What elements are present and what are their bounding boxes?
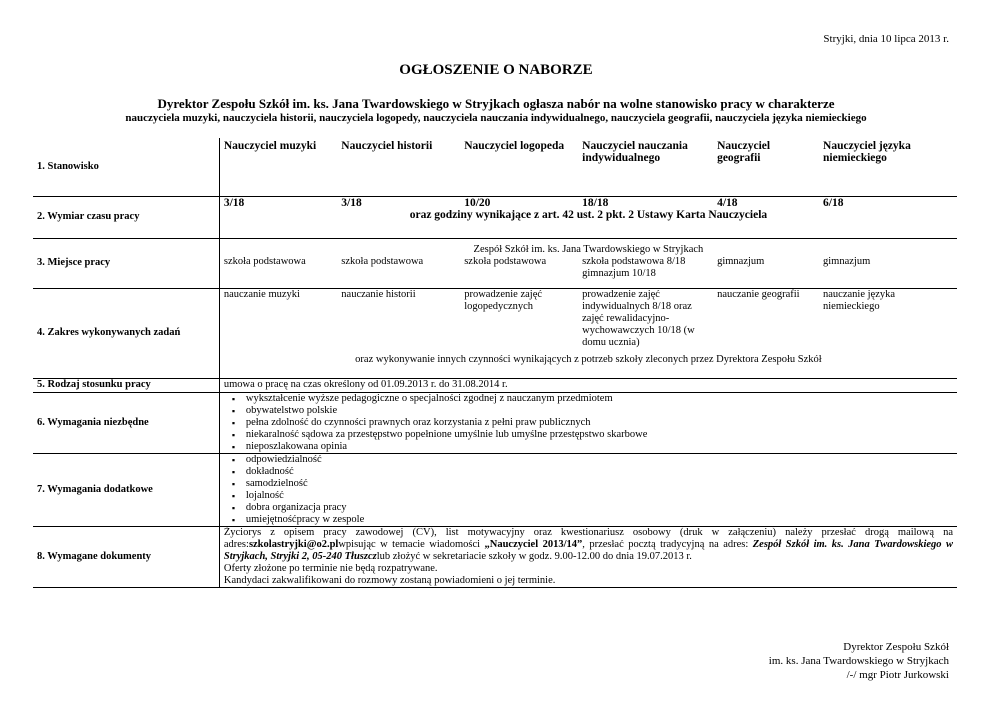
signature-line: im. ks. Jana Twardowskiego w Stryjkach <box>768 655 949 667</box>
table-cell: Nauczyciel historii <box>341 140 433 152</box>
signature <box>769 640 949 682</box>
table-cell: szkoła podstawowa <box>464 256 547 267</box>
list-item: ▪ umiejętnośćpracy w zespole <box>246 514 953 526</box>
table-cell: nauczanie geografii <box>713 288 819 352</box>
table-cell: 3/18 <box>337 196 460 209</box>
table-cell: gimnazjum <box>823 256 871 267</box>
table-cell: Nauczyciel nauczania indywidualnego <box>582 140 688 164</box>
table-cell: Zespół Szkół im. ks. Jana Twardowskiego w Stryjkach <box>219 239 957 257</box>
table-row <box>33 288 957 352</box>
school-address: Zespół Szkół im. ks. Jana Twardowskiego w Stryjkach, Stryjki 2, 05-240 Tłuszcz <box>223 538 953 562</box>
documents-text: , przesłać pocztą tradycyjną na adres: <box>582 538 753 550</box>
table-row <box>33 392 957 453</box>
table-cell: nauczanie języka niemieckiego <box>819 288 957 352</box>
list-item: ▪ samodzielność <box>246 478 953 490</box>
table-cell <box>219 453 957 526</box>
table-cell: prowadzenie zajęć logopedycznych <box>460 288 578 352</box>
table-cell: oraz godziny wynikające z art. 42 ust. 2 pkt. 2 Ustawy Karta Nauczyciela <box>409 208 768 221</box>
documents-text: Życiorys z opisem pracy zawodowej (CV), list motywacyjny oraz kwestionariusz osobowy (druk w załączeniu) należy przesłać drogą mailową na adres: <box>223 526 953 550</box>
documents-text: wpisując w temacie wiadomości <box>338 538 485 550</box>
positions-list: nauczyciela muzyki, nauczyciela historii, nauczyciela logopedy, nauczyciela nauczania indywidualnego, nauczyciela geografii, nauczyciela języka niemieckiego <box>125 112 867 124</box>
table-cell: oraz wykonywanie innych czynności wynikających z potrzeb szkoły zleconych przez Dyrektora Zespołu Szkół <box>355 354 822 365</box>
table-cell: 6/18 <box>819 196 957 209</box>
table-cell: umowa o pracę na czas określony od 01.09.2013 r. do 31.08.2014 r. <box>219 378 957 392</box>
list-item: ▪ niekaralność sądowa za przestępstwo popełnione umyślnie lub umyślne przestępstwo skarbowe <box>246 429 953 441</box>
table-cell: Nauczyciel geografii <box>717 140 771 164</box>
table-cell <box>219 526 957 587</box>
list-item: ▪ dokładność <box>246 466 953 478</box>
required-list <box>224 393 953 453</box>
recruitment-table <box>33 138 957 588</box>
table-cell: szkoła podstawowa <box>223 256 306 267</box>
table-row <box>33 138 957 196</box>
table-cell: prowadzenie zajęć indywidualnych 8/18 oraz zajęć rewalidacyjno-wychowawczych 10/18 (w domu ucznia) <box>578 288 713 352</box>
table-cell: 3/18 <box>219 196 337 209</box>
list-item: ▪ lojalność <box>246 490 953 502</box>
documents-text: lub złożyć w sekretariacie szkoły w godz. 9.00-12.00 do dnia 19.07.2013 r. <box>376 550 692 562</box>
list-item: ▪ wykształcenie wyższe pedagogiczne o specjalności zgodnej z nauczanym przedmiotem <box>246 393 953 405</box>
table-cell: 4/18 <box>713 196 819 209</box>
table-row <box>33 378 957 392</box>
email-subject: „Nauczyciel 2013/14” <box>484 538 583 550</box>
table-row <box>33 453 957 526</box>
table-cell: szkoła podstawowa <box>341 256 424 267</box>
table-cell: Nauczyciel logopeda <box>464 140 565 152</box>
email-link[interactable]: szkolastryjki@o2.pl <box>248 538 339 550</box>
list-item: ▪ pełna zdolność do czynności prawnych oraz korzystania z pełni praw publicznych <box>246 417 953 429</box>
table-row <box>33 239 957 257</box>
table-cell: gimnazjum <box>717 256 765 267</box>
row-label: 1. Stanowisko <box>33 138 219 196</box>
date: Stryjki, dnia 10 lipca 2013 r. <box>823 33 949 45</box>
table-cell: nauczanie muzyki <box>219 288 337 352</box>
table-cell: 10/20 <box>460 196 578 209</box>
list-item: ▪ dobra organizacja pracy <box>246 502 953 514</box>
row-label: 6. Wymagania niezbędne <box>33 392 219 453</box>
table-cell: 18/18 <box>578 196 713 209</box>
table-row <box>33 196 957 209</box>
row-label: 8. Wymagane dokumenty <box>33 526 219 587</box>
row-label: 4. Zakres wykonywanych zadań <box>33 288 219 378</box>
row-label: 7. Wymagania dodatkowe <box>33 453 219 526</box>
interview-note: Kandydaci zakwalifikowani do rozmowy zostaną powiadomieni o jej terminie. <box>223 574 556 586</box>
row-label: 2. Wymiar czasu pracy <box>33 196 219 239</box>
table-cell: Nauczyciel muzyki <box>223 140 317 152</box>
list-item: ▪ odpowiedzialność <box>246 454 953 466</box>
table-cell: nauczanie historii <box>337 288 460 352</box>
signature-line: Dyrektor Zespołu Szkół <box>843 641 949 653</box>
announcement-subtitle: Dyrektor Zespołu Szkół im. ks. Jana Twardowskiego w Stryjkach ogłasza nabór na wolne stanowisko pracy w charakterze <box>157 96 835 111</box>
list-item: ▪ obywatelstwo polskie <box>246 405 953 417</box>
late-offers-note: Oferty złożone po terminie nie będą rozpatrywane. <box>223 562 438 574</box>
row-label: 5. Rodzaj stosunku pracy <box>33 378 219 392</box>
page-title: OGŁOSZENIE O NABORZE <box>399 62 593 78</box>
table-cell <box>219 392 957 453</box>
additional-list <box>224 454 953 526</box>
list-item: ▪ nieposzlakowana opinia <box>246 441 953 453</box>
table-row <box>33 526 957 587</box>
table-cell: Nauczyciel języka niemieckiego <box>823 140 911 164</box>
signature-line: /-/ mgr Piotr Jurkowski <box>846 669 949 681</box>
row-label: 3. Miejsce pracy <box>33 239 219 289</box>
table-cell: szkoła podstawowa 8/18 gimnazjum 10/18 <box>582 256 686 279</box>
